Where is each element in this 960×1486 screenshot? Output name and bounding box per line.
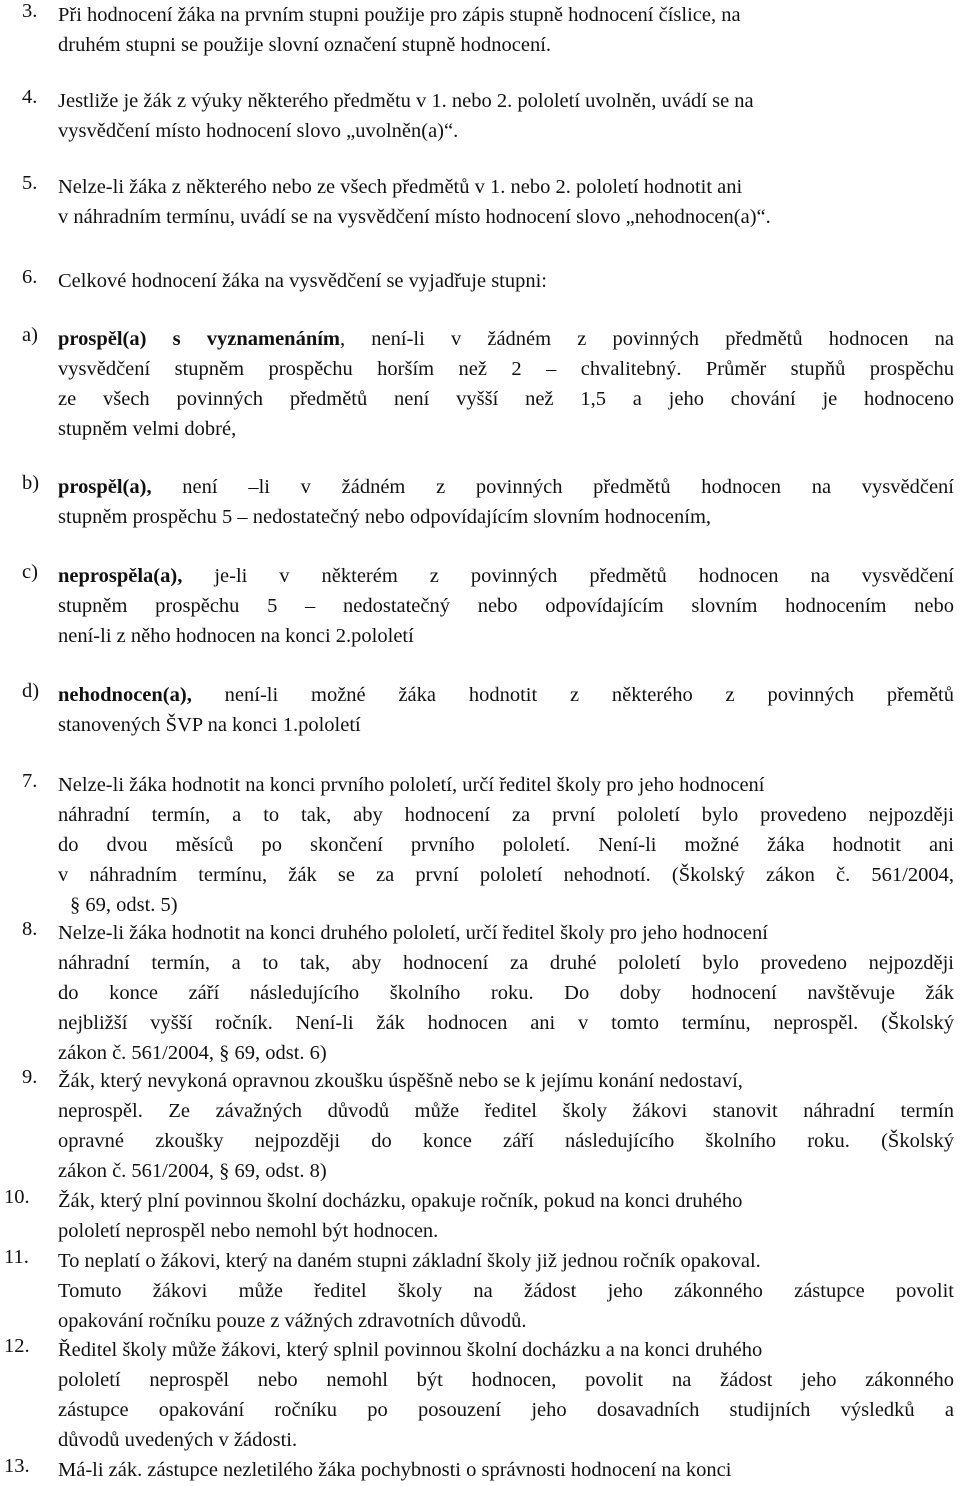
text-line: Tomuto žákovi může ředitel školy na žádost jeho zákonného zástupce povolit [58,1280,954,1302]
item-text [58,0,948,60]
text-line: ze všech povinných předmětů není vyšší než 1,5 a jeho chování je hodnoceno [58,388,954,410]
text-line: do dvou měsíců po skončení prvního pololetí. Není-li možné žáka hodnotit ani [58,834,954,856]
text-line: prospěl(a) s vyznamenáním, není-li v žádném z povinných předmětů hodnocen na [58,328,954,350]
item-text [58,680,954,740]
text-line: stupněm prospěchu 5 – nedostatečný nebo odpovídajícím slovním hodnocením, [58,506,712,528]
text-line: Jestliže je žák z výuky některého předmětu v 1. nebo 2. pololetí uvolněn, uvádí se na [58,90,754,112]
text-line: neprospěla(a), je-li v některém z povinných předmětů hodnocen na vysvědčení [58,565,954,587]
item-number: 13. [4,1455,30,1477]
sub-item-letter: d) [22,680,40,702]
item-text [58,561,954,651]
text-line: do konce září následujícího školního roku. Do doby hodnocení navštěvuje žák [58,982,954,1004]
text-line: Nelze-li žáka hodnotit na konci druhého pololetí, určí ředitel školy pro jeho hodnocení [58,922,768,944]
sub-item-letter: c) [22,561,38,583]
grade-term: nehodnocen(a), [58,684,192,706]
text-line: zástupce opakování ročníku po posouzení jeho dosavadních studijních výsledků a [58,1399,954,1421]
text-line: prospěl(a), není –li v žádném z povinných předmětů hodnocen na vysvědčení [58,476,954,498]
item-text [58,172,948,232]
text-line: vysvědčení stupněm prospěchu horším než 2 – chvalitebný. Průměr stupňů prospěchu [58,358,954,380]
text-line: Ředitel školy může žákovi, který splnil povinnou školní docházku a na konci druhého [58,1339,763,1361]
item-number: 8. [22,918,38,940]
item-text [58,1186,954,1246]
grade-term: neprospěla(a), [58,565,183,587]
text-line: Má-li zák. zástupce nezletilého žáka pochybnosti o správnosti hodnocení na konci [58,1459,732,1481]
text-line: neprospěl. Ze závažných důvodů může ředitel školy žákovi stanovit náhradní termín [58,1100,954,1122]
item-text [58,1455,954,1485]
text-line: náhradní termín, a to tak, aby hodnocení za první pololetí bylo provedeno nejpozději [58,804,954,826]
item-number: 6. [22,266,38,288]
item-text [58,324,954,444]
text-line: důvodů uvedených v žádosti. [58,1429,298,1451]
text-line: v náhradním termínu, uvádí se na vysvědčení místo hodnocení slovo „nehodnocen(a)“. [58,206,771,228]
item-number: 12. [4,1335,30,1357]
text-line: zákon č. 561/2004, § 69, odst. 8) [58,1160,327,1182]
item-text [58,266,948,296]
text-line: pololetí neprospěl nebo nemohl být hodnocen. [58,1220,439,1242]
item-text [58,918,954,1068]
text-line: Při hodnocení žáka na prvním stupni použije pro zápis stupně hodnocení číslice, na [58,4,741,26]
text-line: pololetí neprospěl nebo nemohl být hodnocen, povolit na žádost jeho zákonného [58,1369,954,1391]
text-line: nehodnocen(a), není-li možné žáka hodnotit z některého z povinných přemětů [58,684,954,706]
grade-term: prospěl(a), [58,476,152,498]
item-text [58,1246,954,1336]
text-line: stupněm prospěchu 5 – nedostatečný nebo odpovídajícím slovním hodnocením nebo [58,595,954,617]
text-line: § 69, odst. 5) [70,894,178,916]
text-line: Nelze-li žáka hodnotit na konci prvního pololetí, určí ředitel školy pro jeho hodnocení [58,774,765,796]
item-number: 4. [22,86,38,108]
text-line: opravné zkoušky nejpozději do konce září následujícího školního roku. (Školský [58,1130,954,1152]
text-line: nejbližší vyšší ročník. Není-li žák hodnocen ani v tomto termínu, neprospěl. (Školský [58,1012,954,1034]
sub-item-letter: b) [22,472,40,494]
text-line: Nelze-li žáka z některého nebo ze všech předmětů v 1. nebo 2. pololetí hodnotit ani [58,176,743,198]
text-line: stupněm velmi dobré, [58,418,237,440]
item-number: 3. [22,0,38,22]
text-line: vysvědčení místo hodnocení slovo „uvolněn(a)“. [58,120,459,142]
grade-term: prospěl(a) s vyznamenáním [58,328,340,350]
text-line: Celkové hodnocení žáka na vysvědčení se vyjadřuje stupni: [58,270,548,292]
item-text [58,770,954,920]
text-line: Žák, který nevykoná opravnou zkoušku úspěšně nebo se k jejímu konání nedostaví, [58,1070,743,1092]
item-number: 7. [22,770,38,792]
text-line: náhradní termín, a to tak, aby hodnocení za druhé pololetí bylo provedeno nejpozději [58,952,954,974]
item-number: 10. [4,1186,30,1208]
item-number: 11. [4,1246,29,1268]
item-text [58,1335,954,1455]
text-line: stanovených ŠVP na konci 1.pololetí [58,714,361,736]
item-text [58,472,954,532]
text-line: opakování ročníku pouze z vážných zdravotních důvodů. [58,1310,527,1332]
text-line: Žák, který plní povinnou školní docházku, opakuje ročník, pokud na konci druhého [58,1190,743,1212]
item-text [58,86,948,146]
sub-item-letter: a) [22,324,38,346]
text-line: není-li z něho hodnocen na konci 2.pololetí [58,625,414,647]
item-number: 9. [22,1066,38,1088]
text-line: v náhradním termínu, žák se za první pololetí nehodnotí. (Školský zákon č. 561/2004, [58,864,954,886]
item-number: 5. [22,172,38,194]
text-line: To neplatí o žákovi, který na daném stupni základní školy již jednou ročník opakoval. [58,1250,761,1272]
text-line: druhém stupni se použije slovní označení stupně hodnocení. [58,34,552,56]
item-text [58,1066,954,1186]
text-line: zákon č. 561/2004, § 69, odst. 6) [58,1042,327,1064]
